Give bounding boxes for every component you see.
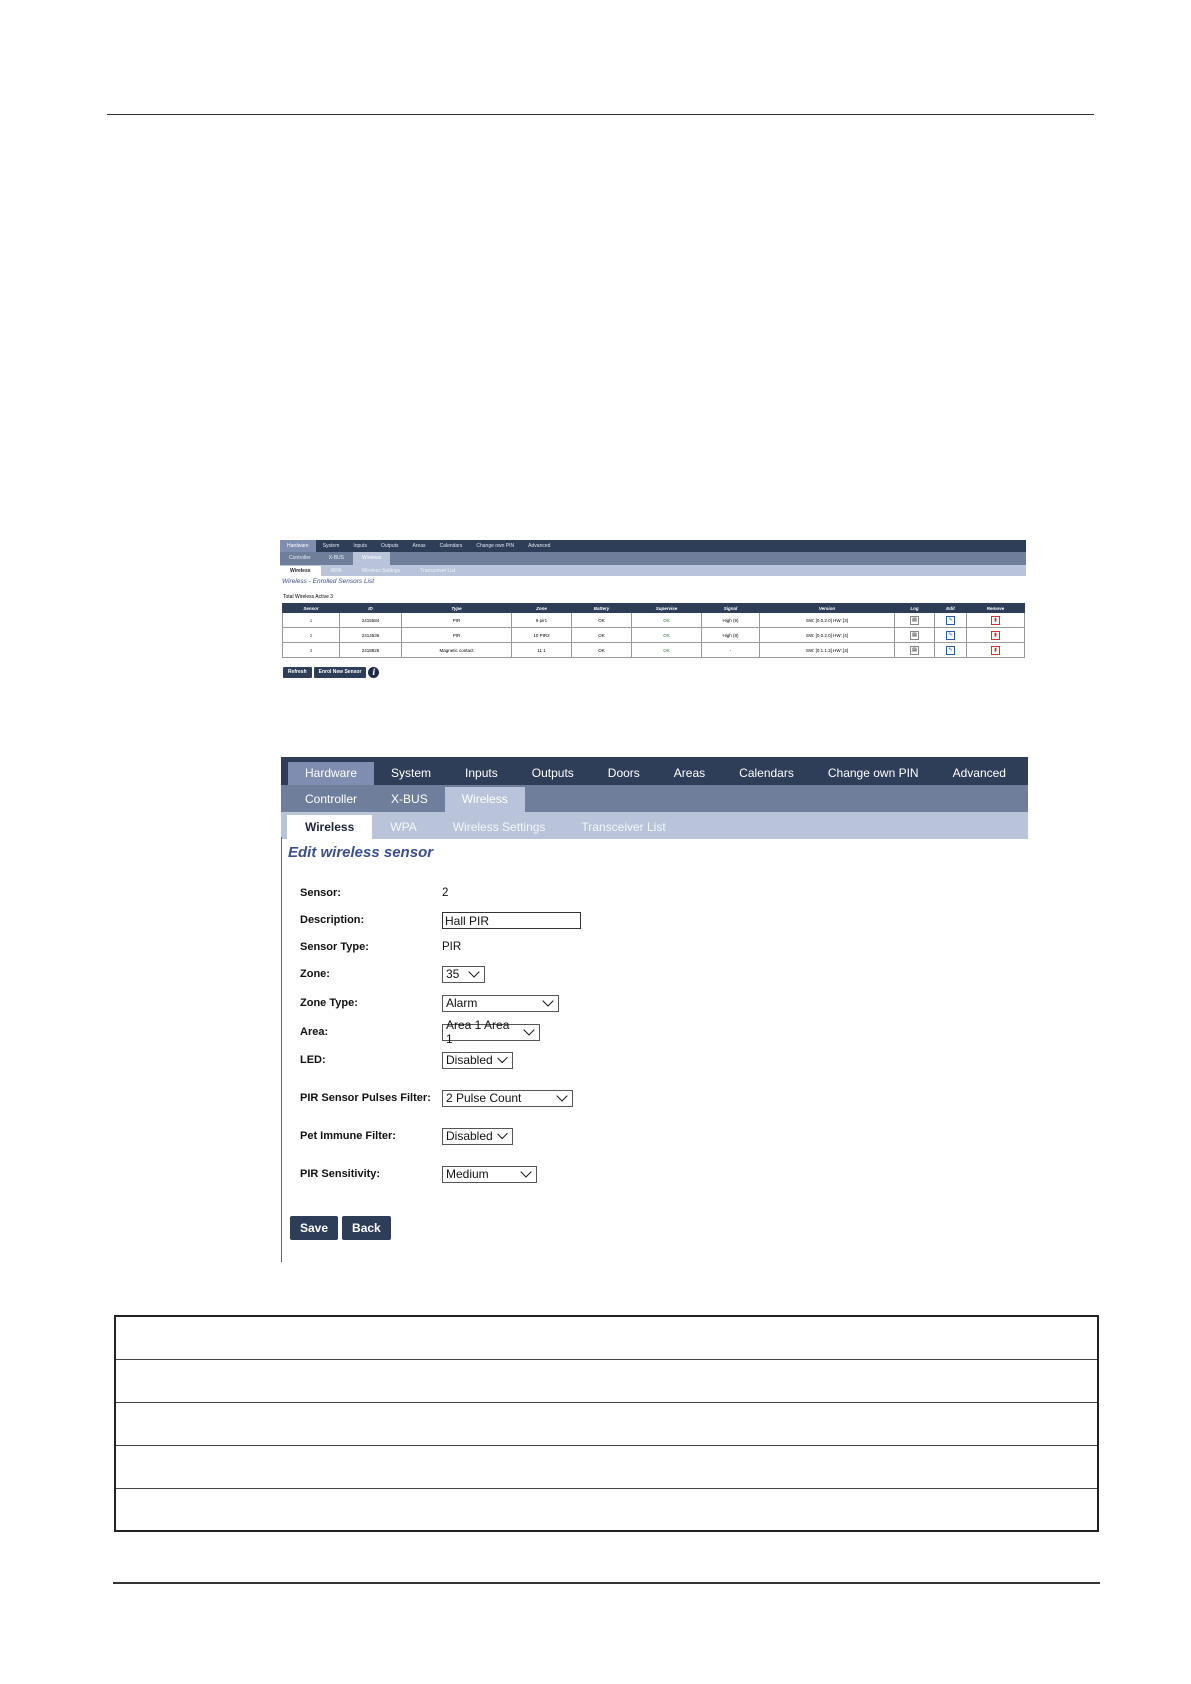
cell-zone: 10 PIR2 [512, 628, 572, 643]
cell-supervise: OK [632, 613, 702, 628]
table-row [116, 1403, 1097, 1446]
cell-signal: High (9) [702, 613, 760, 628]
footer-rule [113, 1582, 1100, 1584]
header-rule [107, 114, 1094, 115]
tab-controller[interactable]: Controller [305, 792, 358, 806]
col-log: Log [895, 604, 935, 613]
field-sensor [300, 883, 448, 903]
area-select[interactable] [442, 1018, 540, 1046]
tab-controller[interactable]: Controller [289, 555, 311, 561]
pir-pulses-filter-select[interactable] [442, 1090, 573, 1107]
table-row [116, 1446, 1097, 1489]
col-edit: Edit [935, 604, 967, 613]
col-zone: Zone [512, 604, 572, 613]
field-description [300, 910, 581, 930]
field-zone-type [300, 993, 559, 1013]
sub-nav [280, 552, 1026, 565]
col-id: ID [340, 604, 402, 613]
cell-log [895, 628, 935, 643]
tab-wireless-list[interactable]: Wireless [287, 815, 372, 839]
trash-icon[interactable]: ▮ [991, 631, 1000, 640]
field-sensor-type [300, 937, 461, 957]
zone-selected: 35 [446, 967, 460, 981]
back-button[interactable]: Back [342, 1216, 391, 1240]
tab-wireless-settings[interactable]: Wireless Settings [361, 568, 401, 574]
pet-immune-filter-label: Pet Immune Filter: [300, 1130, 396, 1142]
cell-sensor[interactable]: 1 [283, 613, 340, 628]
cell-edit [935, 628, 967, 643]
refresh-button[interactable]: Refresh [283, 667, 312, 678]
cell-id: 2415584 [340, 613, 402, 628]
nav-areas[interactable]: Areas [412, 543, 426, 549]
nav-change-pin[interactable]: Change own PIN [476, 543, 515, 549]
trash-icon[interactable]: ▮ [991, 646, 1000, 655]
col-battery: Battery [572, 604, 632, 613]
chevron-down-icon [520, 1166, 531, 1177]
field-led [300, 1050, 513, 1070]
led-selected: Disabled [446, 1053, 493, 1067]
cell-sensor[interactable]: 3 [283, 643, 340, 658]
cell-id: 2418826 [340, 643, 402, 658]
cell-supervise: OK [632, 628, 702, 643]
trash-icon[interactable]: ▮ [991, 616, 1000, 625]
zone-type-selected: Alarm [446, 996, 478, 1010]
edit-icon[interactable]: ✎ [946, 616, 955, 625]
sensor-value: 2 [442, 887, 449, 899]
field-pir-sensitivity [300, 1164, 537, 1184]
pir-pulses-filter-selected: 2 Pulse Count [446, 1091, 522, 1105]
tab-transceiver-list[interactable]: Transceiver List [581, 820, 666, 834]
chevron-down-icon [468, 966, 479, 977]
pir-pulses-filter-label: PIR Sensor Pulses Filter: [300, 1092, 431, 1104]
cell-version: SW: [0.1.1.3] HW: [3] [760, 643, 895, 658]
led-label: LED: [300, 1054, 326, 1066]
col-version: Version [760, 604, 895, 613]
content-left-border [281, 837, 282, 1262]
chevron-down-icon [497, 1129, 508, 1140]
tab-wireless-list[interactable]: Wireless [280, 566, 321, 576]
log-icon[interactable]: ▤ [910, 646, 919, 655]
nav-system[interactable]: System [391, 766, 432, 780]
sub-sub-nav [281, 812, 1028, 839]
zone-type-label: Zone Type: [300, 997, 358, 1009]
nav-doors[interactable]: Doors [607, 766, 640, 780]
nav-inputs[interactable]: Inputs [353, 543, 367, 549]
area-label: Area: [300, 1026, 329, 1038]
page-title: Edit wireless sensor [288, 844, 434, 861]
nav-calendars[interactable]: Calendars [439, 543, 463, 549]
cell-signal: High (8) [702, 628, 760, 643]
col-supervise: Supervise [632, 604, 702, 613]
cell-version: SW: [0.0.2.0] HW: [3] [760, 613, 895, 628]
log-icon[interactable]: ▤ [910, 616, 919, 625]
sensor-label: Sensor: [300, 887, 341, 899]
tab-wireless[interactable]: Wireless [445, 787, 525, 812]
cell-battery: OK [572, 628, 632, 643]
save-button[interactable]: Save [290, 1216, 338, 1240]
field-pet-immune-filter [300, 1126, 513, 1146]
cell-signal: - [702, 643, 760, 658]
pet-immune-filter-select[interactable] [442, 1128, 513, 1145]
area-selected: Area 1 Area 1 [446, 1018, 510, 1046]
zone-label: Zone: [300, 968, 330, 980]
field-area [300, 1018, 540, 1046]
table-row [116, 1489, 1097, 1532]
field-zone [300, 964, 485, 984]
cell-log [895, 643, 935, 658]
tab-wireless-settings[interactable]: Wireless Settings [452, 820, 546, 834]
page-title: Wireless - Enrolled Sensors List [282, 578, 375, 585]
field-pir-pulses-filter [300, 1088, 573, 1108]
cell-remove [967, 628, 1025, 643]
edit-icon[interactable]: ✎ [946, 646, 955, 655]
cell-battery: OK [572, 643, 632, 658]
pir-sensitivity-label: PIR Sensitivity: [300, 1168, 381, 1180]
tab-transceiver-list[interactable]: Transceiver List [420, 568, 456, 574]
cell-supervise: OK [632, 643, 702, 658]
sensor-type-label: Sensor Type: [300, 941, 369, 953]
edit-sensor-screenshot [281, 757, 1028, 1262]
sub-nav [281, 785, 1028, 812]
cell-id: 2414536 [340, 628, 402, 643]
table-row [283, 643, 1025, 658]
nav-hardware[interactable]: Hardware [288, 762, 374, 785]
cell-zone: 9 pir1 [512, 613, 572, 628]
description-input[interactable]: Hall PIR [442, 912, 581, 929]
blank-table [114, 1315, 1099, 1532]
zone-select[interactable] [442, 966, 485, 983]
pir-sensitivity-select[interactable] [442, 1166, 537, 1183]
cell-edit [935, 643, 967, 658]
chevron-down-icon [497, 1053, 508, 1064]
pet-immune-filter-selected: Disabled [446, 1129, 493, 1143]
tab-wpa[interactable]: WPA [390, 820, 417, 834]
col-signal: Signal [702, 604, 760, 613]
total-active-label: Total Wireless Active 3 [283, 594, 334, 600]
cell-type: PIR [402, 613, 512, 628]
led-select[interactable] [442, 1052, 513, 1069]
tab-xbus[interactable]: X-BUS [391, 792, 428, 806]
col-remove: Remove [967, 604, 1025, 613]
nav-hardware[interactable]: Hardware [280, 540, 316, 552]
nav-calendars[interactable]: Calendars [739, 766, 794, 780]
sub-sub-nav [280, 565, 1026, 576]
tab-xbus[interactable]: X-BUS [328, 555, 344, 561]
sensors-table [282, 603, 1025, 658]
info-icon[interactable]: i [368, 667, 379, 678]
edit-icon[interactable]: ✎ [946, 631, 955, 640]
tab-wireless[interactable]: Wireless [353, 552, 390, 565]
cell-sensor[interactable]: 2 [283, 628, 340, 643]
cell-version: SW: [0.0.2.0] HW: [4] [760, 628, 895, 643]
description-label: Description: [300, 914, 365, 926]
table-row [116, 1317, 1097, 1360]
nav-advanced[interactable]: Advanced [952, 766, 1006, 780]
nav-inputs[interactable]: Inputs [465, 766, 498, 780]
form-actions [290, 1216, 391, 1240]
table-row [283, 628, 1025, 643]
tab-wpa[interactable]: WPA [330, 568, 342, 574]
table-header-row [283, 604, 1025, 613]
pir-sensitivity-selected: Medium [446, 1167, 489, 1181]
log-icon[interactable]: ▤ [910, 631, 919, 640]
main-nav [280, 540, 1026, 552]
nav-system[interactable]: System [322, 543, 340, 549]
chevron-down-icon [542, 995, 553, 1006]
cell-log [895, 613, 935, 628]
cell-type: Magnetic contact [402, 643, 512, 658]
list-actions [283, 667, 1026, 678]
cell-edit [935, 613, 967, 628]
nav-outputs[interactable]: Outputs [531, 766, 574, 780]
zone-type-select[interactable] [442, 995, 559, 1012]
table-row [116, 1360, 1097, 1403]
nav-advanced[interactable]: Advanced [528, 543, 551, 549]
chevron-down-icon [556, 1090, 567, 1101]
cell-type: PIR [402, 628, 512, 643]
nav-outputs[interactable]: Outputs [380, 543, 399, 549]
nav-change-pin[interactable]: Change own PIN [827, 766, 919, 780]
cell-battery: OK [572, 613, 632, 628]
table-row [283, 613, 1025, 628]
main-nav [281, 757, 1028, 785]
sensor-type-value: PIR [442, 941, 462, 953]
enrolled-sensors-screenshot [280, 540, 1026, 690]
chevron-down-icon [523, 1024, 534, 1035]
col-type: Type [402, 604, 512, 613]
nav-areas[interactable]: Areas [673, 766, 706, 780]
col-sensor: Sensor [283, 604, 340, 613]
enrol-new-sensor-button[interactable]: Enrol New Sensor [314, 667, 367, 678]
cell-zone: 11 1 [512, 643, 572, 658]
cell-remove [967, 643, 1025, 658]
cell-remove [967, 613, 1025, 628]
